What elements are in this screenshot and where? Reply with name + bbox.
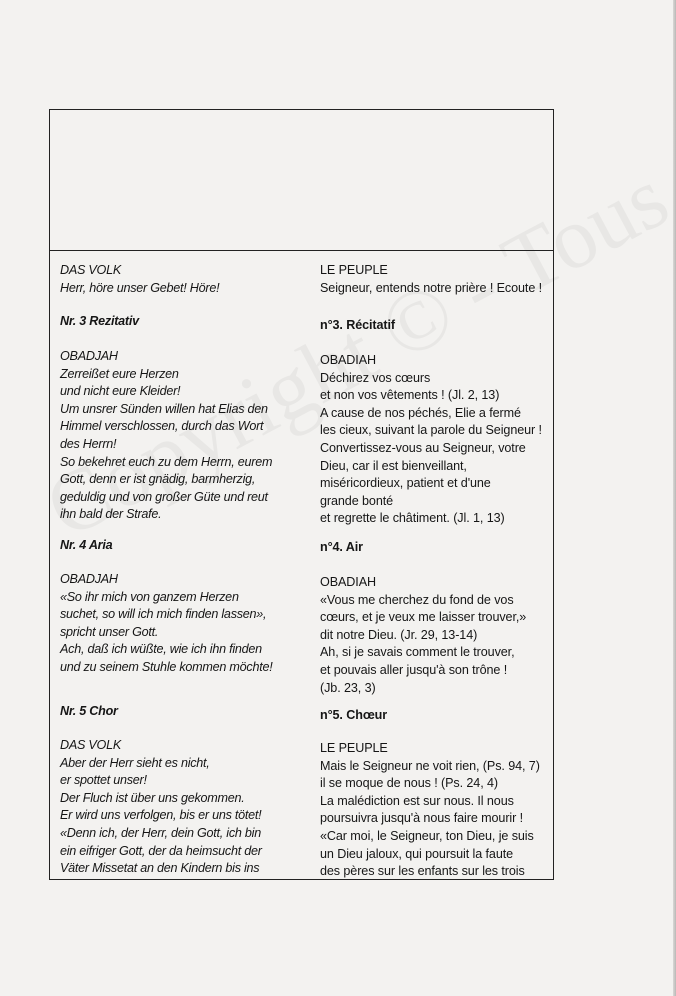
text-line: «Car moi, le Seigneur, ton Dieu, je suis: [320, 828, 534, 843]
text-line: Dieu, car il est bienveillant,: [320, 458, 467, 473]
heading-text: n°5. Chœur: [320, 708, 387, 722]
heading-text: Nr. 5 Chor: [60, 704, 118, 718]
text-line: dit notre Dieu. (Jr. 29, 13-14): [320, 627, 478, 642]
text-line: «Denn ich, der Herr, dein Gott, ich bin: [60, 825, 261, 840]
heading-text: Nr. 4 Aria: [60, 538, 113, 552]
text-line: des pères sur les enfants sur les trois: [320, 864, 525, 879]
text-line: des Herrn!: [60, 436, 117, 451]
text-line: A cause de nos péchés, Elie a fermé: [320, 405, 521, 420]
text-line: Aber der Herr sieht es nicht,: [60, 755, 210, 770]
heading-text: n°3. Récitatif: [320, 318, 396, 332]
text-line: suchet, so will ich mich finden lassen»,: [60, 607, 267, 622]
text-line: grande bonté: [320, 493, 394, 508]
text-line: il se moque de nous ! (Ps. 24, 4): [320, 776, 499, 791]
section-heading: [320, 707, 387, 725]
text-line: So bekehret euch zu dem Herrn, eurem: [60, 454, 273, 469]
text-line: und nicht eure Kleider!: [60, 384, 181, 399]
heading-text: n°4. Air: [320, 540, 363, 554]
text-line: Seigneur, entends notre prière ! Ecoute !: [320, 280, 543, 295]
text-line: poursuivra jusqu'à nous faire mourir !: [320, 811, 524, 826]
text-line: les cieux, suivant la parole du Seigneur !: [320, 423, 542, 438]
text-line: et non vos vêtements ! (Jl. 2, 13): [320, 388, 500, 403]
text-line: Convertissez-vous au Seigneur, votre: [320, 440, 526, 455]
text-line: spricht unser Gott.: [60, 624, 159, 639]
text-line: (Jb. 23, 3): [320, 680, 376, 695]
text-line: Er wird uns verfolgen, bis er uns tötet!: [60, 808, 262, 823]
text-block: [60, 737, 262, 878]
text-line: cœurs, et je veux me laisser trouver,»: [320, 610, 527, 625]
text-line: ein eifriger Gott, der da heimsucht der: [60, 843, 262, 858]
text-block: [320, 740, 540, 881]
text-block: [60, 348, 272, 524]
text-block: [320, 262, 542, 297]
text-line: Der Fluch ist über uns gekommen.: [60, 790, 245, 805]
text-line: Gott, denn er ist gnädig, barmherzig,: [60, 472, 256, 487]
text-line: er spottet unser!: [60, 773, 147, 788]
text-line: miséricordieux, patient et d'une: [320, 476, 491, 491]
speaker-name: OBADIAH: [320, 353, 376, 367]
speaker-name: OBADIAH: [320, 575, 376, 589]
section-heading: [60, 313, 139, 331]
text-line: Mais le Seigneur ne voit rien, (Ps. 94, 7): [320, 758, 540, 773]
frame-divider: [49, 250, 554, 251]
speaker-name: OBADJAH: [60, 349, 118, 363]
text-block: [60, 262, 219, 297]
section-heading: [60, 703, 118, 721]
text-line: Ach, daß ich wüßte, wie ich ihn finden: [60, 642, 262, 657]
text-line: et regrette le châtiment. (Jl. 1, 13): [320, 511, 505, 526]
text-line: geduldig und von großer Güte und reut: [60, 489, 268, 504]
text-line: ihn bald der Strafe.: [60, 507, 162, 522]
text-line: et pouvais aller jusqu'à son trône !: [320, 662, 508, 677]
heading-text: Nr. 3 Rezitativ: [60, 314, 139, 328]
text-line: und zu seinem Stuhle kommen möchte!: [60, 659, 273, 674]
text-line: un Dieu jaloux, qui poursuit la faute: [320, 846, 514, 861]
speaker-name: DAS VOLK: [60, 263, 121, 277]
section-heading: [320, 317, 395, 335]
text-line: La malédiction est sur nous. Il nous: [320, 793, 514, 808]
text-line: Um unsrer Sünden willen hat Elias den: [60, 401, 268, 416]
speaker-name: OBADJAH: [60, 572, 118, 586]
section-heading: [320, 539, 363, 557]
text-block: [60, 571, 272, 677]
text-line: «Vous me cherchez du fond de vos: [320, 592, 514, 607]
text-line: Väter Missetat an den Kindern bis ins: [60, 861, 260, 876]
text-line: Zerreißet eure Herzen: [60, 366, 179, 381]
text-line: Himmel verschlossen, durch das Wort: [60, 419, 264, 434]
speaker-name: DAS VOLK: [60, 738, 121, 752]
text-block: [320, 574, 526, 697]
speaker-name: LE PEUPLE: [320, 741, 388, 755]
text-line: «So ihr mich von ganzem Herzen: [60, 589, 239, 604]
section-heading: [60, 537, 112, 555]
speaker-name: LE PEUPLE: [320, 263, 388, 277]
text-block: [320, 352, 542, 528]
text-line: Herr, höre unser Gebet! Höre!: [60, 280, 220, 295]
text-line: Déchirez vos cœurs: [320, 370, 431, 385]
text-line: Ah, si je savais comment le trouver,: [320, 645, 515, 660]
